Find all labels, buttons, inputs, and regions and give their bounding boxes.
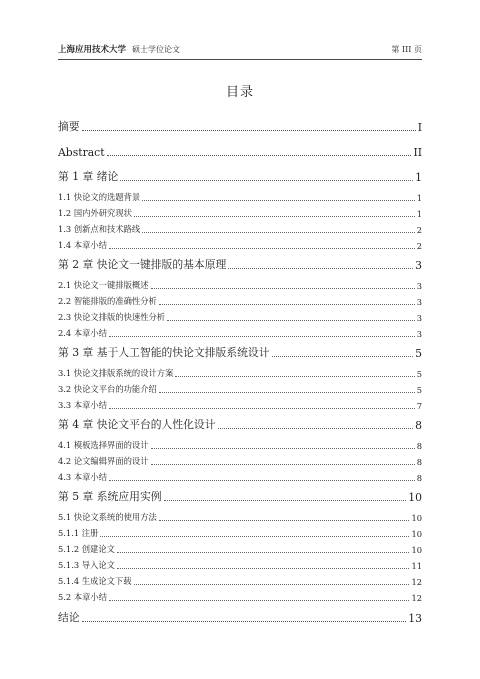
toc-leader-dots	[151, 464, 415, 465]
toc-entry-label: 5.1.1 注册	[58, 528, 99, 538]
toc-section-5-2[interactable]	[58, 592, 422, 603]
toc-leader-dots	[164, 500, 407, 501]
toc-entry-abstract-cn[interactable]	[58, 120, 422, 134]
toc-leader-dots	[218, 428, 414, 429]
toc-leader-dots	[120, 180, 413, 181]
toc-leader-dots	[117, 552, 410, 553]
toc-leader-dots	[109, 408, 415, 409]
toc-entry-page: 3	[416, 329, 422, 339]
toc-entry-label: 4.2 论文编辑界面的设计	[58, 456, 149, 466]
toc-entry-page: 3	[415, 259, 422, 272]
toc-entry-page: 3	[416, 313, 422, 323]
toc-section-5-1-1[interactable]	[58, 528, 422, 539]
toc-entry-label: 1.4 本章小结	[58, 240, 108, 250]
toc-section-2-3[interactable]	[58, 312, 422, 323]
toc-entry-page: 12	[411, 577, 422, 587]
toc-title: 目录	[225, 85, 254, 100]
toc-entry-page: 13	[408, 612, 422, 625]
toc-leader-dots	[109, 600, 409, 601]
toc-entry-page: 3	[416, 281, 422, 291]
toc-entry-label: 3.3 本章小结	[58, 400, 108, 410]
toc-entry-page: 1	[416, 193, 422, 203]
toc-entry-label: 第 5 章 系统应用实例	[58, 490, 162, 503]
page-number-label: 第 III 页	[391, 45, 422, 54]
toc-section-3-2[interactable]	[58, 384, 422, 395]
toc-entry-label: Abstract	[58, 146, 105, 159]
toc-leader-dots	[159, 304, 415, 305]
toc-entry-abstract-en[interactable]	[58, 145, 422, 159]
toc-entry-label: 5.1.2 创建论文	[58, 544, 115, 554]
toc-section-2-1[interactable]	[58, 280, 422, 291]
toc-entry-page: 7	[416, 401, 422, 411]
toc-entry-page: 10	[411, 545, 422, 555]
toc-entry-label: 第 2 章 快论文一键排版的基本原理	[58, 258, 227, 271]
toc-leader-dots	[159, 520, 410, 521]
toc-section-5-1-2[interactable]	[58, 544, 422, 555]
toc-leader-dots	[159, 392, 415, 393]
toc-entry-page: 5	[416, 385, 422, 395]
toc-leader-dots	[107, 155, 412, 156]
toc-chapter-2[interactable]	[58, 258, 422, 272]
toc-entry-label: 3.1 快论文排版系统的设计方案	[58, 368, 174, 378]
toc-leader-dots	[109, 336, 415, 337]
university-name: 上海应用技术大学	[58, 45, 127, 55]
toc-section-5-1-3[interactable]	[58, 560, 422, 571]
toc-section-3-3[interactable]	[58, 400, 422, 411]
toc-entry-page: 12	[411, 593, 422, 603]
header-divider	[58, 59, 422, 60]
toc-entry-page: 11	[411, 561, 422, 571]
toc-leader-dots	[109, 248, 415, 249]
toc-entry-page: 10	[408, 491, 422, 504]
toc-entry-label: 摘要	[58, 120, 80, 133]
toc-entry-label: 5.1.3 导入论文	[58, 560, 115, 570]
toc-leader-dots	[151, 288, 415, 289]
toc-entry-label: 2.2 智能排版的准确性分析	[58, 296, 157, 306]
toc-section-2-4[interactable]	[58, 328, 422, 339]
toc-entry-page: 5	[415, 347, 422, 360]
toc-leader-dots	[175, 376, 414, 377]
toc-entry-label: 2.1 快论文一键排版概述	[58, 280, 149, 290]
toc-chapter-4[interactable]	[58, 418, 422, 432]
toc-entry-page: 2	[416, 241, 422, 251]
toc-chapter-5[interactable]	[58, 490, 422, 504]
toc-entry-label: 1.1 快论文的选题背景	[58, 192, 141, 202]
toc-section-1-4[interactable]	[58, 240, 422, 251]
toc-section-4-2[interactable]	[58, 456, 422, 467]
toc-leader-dots	[82, 130, 416, 131]
toc-entry-page: 1	[415, 171, 422, 184]
toc-entry-page: 8	[415, 419, 422, 432]
toc-leader-dots	[109, 480, 415, 481]
toc-leader-dots	[142, 200, 415, 201]
toc-section-5-1-4[interactable]	[58, 576, 422, 587]
toc-entry-conclusion[interactable]	[58, 611, 422, 625]
toc-entry-page: 3	[416, 297, 422, 307]
toc-entry-label: 1.3 创新点和技术路线	[58, 224, 141, 234]
toc-entry-page: 2	[416, 225, 422, 235]
toc-section-1-3[interactable]	[58, 224, 422, 235]
toc-entry-page: II	[413, 146, 422, 159]
toc-leader-dots	[142, 232, 415, 233]
toc-section-3-1[interactable]	[58, 368, 422, 379]
toc-section-1-1[interactable]	[58, 192, 422, 203]
toc-leader-dots	[82, 621, 407, 622]
toc-entry-page: 10	[411, 513, 422, 523]
toc-leader-dots	[100, 536, 409, 537]
toc-entry-page: 8	[416, 441, 422, 451]
toc-entry-label: 2.4 本章小结	[58, 328, 108, 338]
degree-label: 硕士学位论文	[132, 45, 181, 54]
toc-entry-label: 第 1 章 绪论	[58, 170, 119, 183]
toc-entry-label: 4.1 模板选择界面的设计	[58, 440, 149, 450]
toc-entry-label: 4.3 本章小结	[58, 472, 108, 482]
toc-leader-dots	[272, 356, 414, 357]
toc-entry-page: 1	[416, 209, 422, 219]
toc-entry-label: 结论	[58, 611, 80, 624]
toc-entry-label: 2.3 快论文排版的快速性分析	[58, 312, 166, 322]
toc-entry-label: 第 3 章 基于人工智能的快论文排版系统设计	[58, 346, 270, 359]
toc-entry-label: 5.2 本章小结	[58, 592, 108, 602]
toc-section-2-2[interactable]	[58, 296, 422, 307]
toc-entry-label: 3.2 快论文平台的功能介绍	[58, 384, 157, 394]
toc-section-5-1[interactable]	[58, 512, 422, 523]
toc-leader-dots	[134, 216, 415, 217]
toc-entry-label: 5.1.4 生成论文下载	[58, 576, 132, 586]
toc-entry-page: 5	[416, 369, 422, 379]
page-header	[58, 44, 422, 58]
toc-entry-page: 8	[416, 457, 422, 467]
toc-leader-dots	[151, 448, 415, 449]
header-left	[58, 44, 180, 56]
toc-entry-page: 8	[416, 473, 422, 483]
toc-entry-label: 5.1 快论文系统的使用方法	[58, 512, 157, 522]
toc-leader-dots	[228, 268, 413, 269]
toc-chapter-3[interactable]	[58, 346, 422, 360]
toc-entry-label: 1.2 国内外研究现状	[58, 208, 132, 218]
toc-entry-page: 10	[411, 529, 422, 539]
toc-section-4-1[interactable]	[58, 440, 422, 451]
toc-section-4-3[interactable]	[58, 472, 422, 483]
toc-chapter-1[interactable]	[58, 170, 422, 184]
toc-entry-label: 第 4 章 快论文平台的人性化设计	[58, 418, 216, 431]
toc-leader-dots	[134, 584, 410, 585]
toc-leader-dots	[117, 568, 410, 569]
toc-leader-dots	[167, 320, 415, 321]
toc-entry-page: I	[417, 121, 422, 134]
toc-section-1-2[interactable]	[58, 208, 422, 219]
